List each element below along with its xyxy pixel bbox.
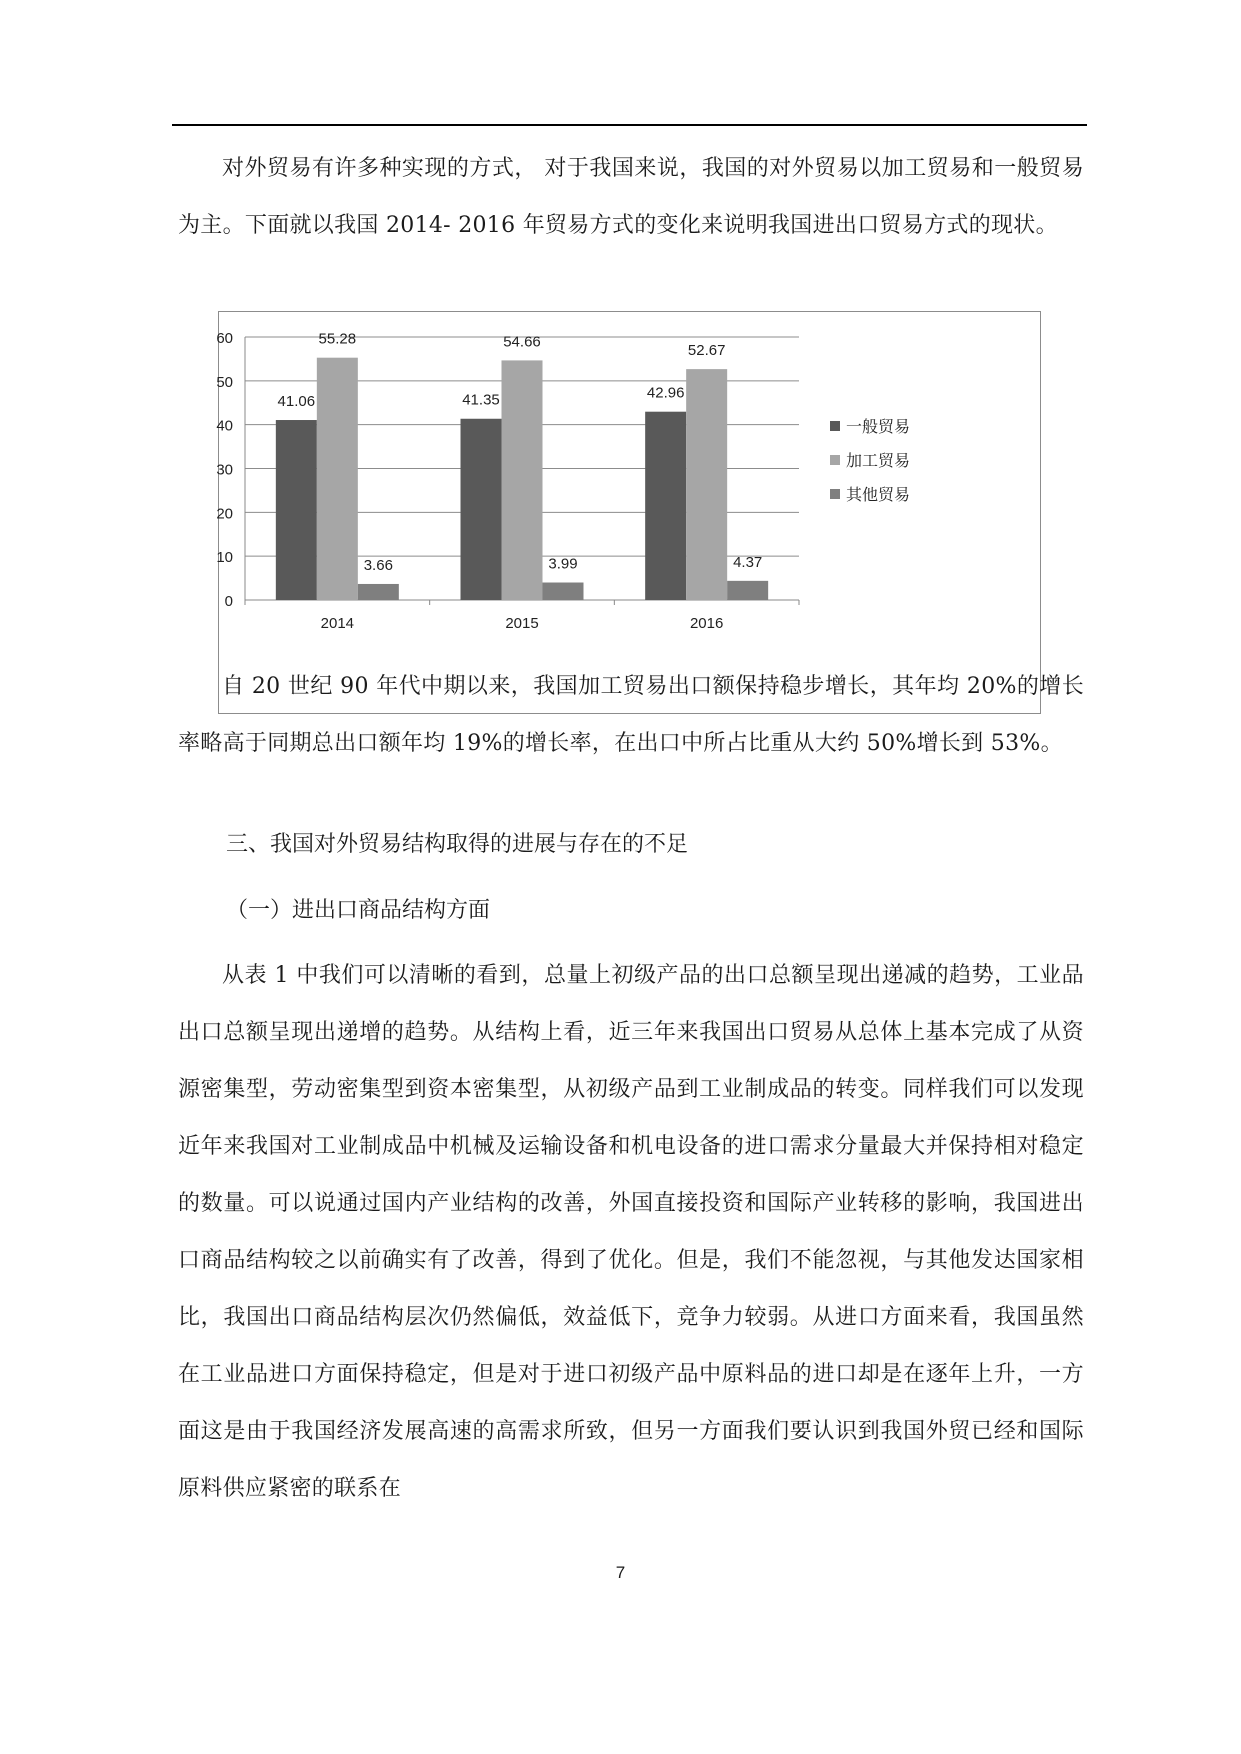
- y-tick-label: 10: [216, 549, 233, 567]
- data-label: 55.28: [318, 330, 357, 348]
- bar: [727, 581, 768, 600]
- bar: [276, 420, 317, 600]
- bar: [502, 360, 543, 600]
- bar: [645, 412, 686, 600]
- y-tick-label: 20: [216, 505, 233, 523]
- legend-label: 加工贸易: [846, 451, 911, 470]
- data-label: 3.99: [548, 555, 578, 573]
- bar: [358, 584, 399, 600]
- growth-paragraph: 自 20 世纪 90 年代中期以来，我国加工贸易出口额保持稳步增长，其年均 20%的增长率略高于同期总出口额年均 19%的增长率，在出口中所占比重从大约 50%增长到 53%。: [178, 674, 1084, 756]
- x-tick-label: 2014: [320, 615, 355, 632]
- legend-swatch: [830, 455, 840, 465]
- subsection-heading: （一）进出口商品结构方面: [226, 898, 491, 923]
- data-label: 52.67: [687, 342, 726, 360]
- legend-label: 其他贸易: [846, 485, 911, 504]
- legend-swatch: [830, 421, 840, 431]
- section-heading: 三、我国对外贸易结构取得的进展与存在的不足: [226, 832, 689, 857]
- legend-swatch: [830, 489, 840, 499]
- data-label: 41.35: [462, 391, 500, 409]
- y-tick-label: 60: [216, 330, 233, 347]
- header-rule: [172, 124, 1087, 126]
- x-tick-label: 2015: [505, 615, 539, 632]
- legend-label: 一般贸易: [846, 417, 911, 436]
- bar: [543, 583, 584, 600]
- y-tick-label: 30: [216, 461, 233, 479]
- bar-chart-svg: [216, 312, 1042, 715]
- bar: [317, 358, 358, 600]
- data-label: 41.06: [277, 393, 316, 411]
- y-tick-label: 50: [216, 373, 233, 391]
- bar: [686, 369, 727, 600]
- page-number: 7: [615, 1563, 626, 1582]
- data-label: 54.66: [503, 333, 541, 351]
- x-tick-label: 2016: [689, 615, 724, 632]
- intro-paragraph: 对外贸易有许多种实现的方式， 对于我国来说，我国的对外贸易以加工贸易和一般贸易为主。下面就以我国 2014- 2016 年贸易方式的变化来说明我国进出口贸易方式的现状。: [178, 156, 1084, 238]
- body-paragraph: 从表 1 中我们可以清晰的看到，总量上初级产品的出口总额呈现出递减的趋势，工业品出口总额呈现出递增的趋势。从结构上看，近三年来我国出口贸易从总体上基本完成了从资源密集型，劳动密集型到资本密集型，从初级产品到工业制成品的转变。同样我们可以发现近年来我国对工业制成品中机械及运输设备和机电设备的进口需求分量最大并保持相对稳定的数量。可以说通过国内产业结构的改善，外国直接投资和国际产业转移的影响，我国进出口商品结构较之以前确实有了改善，得到了优化。但是，我们不能忽视，与其他发达国家相比，我国出口商品结构层次仍然偏低，效益低下，竞争力较弱。从进口方面来看，我国虽然在工业品进口方面保持稳定，但是对于进口初级产品中原料品的进口却是在逐年上升，一方面这是由于我国经济发展高速的高需求所致，但另一方面我们要认识到我国外贸已经和国际原料供应紧密的联系在: [178, 963, 1084, 1501]
- data-label: 3.66: [363, 556, 393, 574]
- y-tick-label: 40: [216, 417, 233, 435]
- y-tick-label: 0: [224, 593, 233, 610]
- data-label: 4.37: [733, 553, 763, 571]
- bar: [461, 419, 502, 600]
- data-label: 42.96: [646, 384, 685, 402]
- trade-mode-chart: [218, 311, 1041, 714]
